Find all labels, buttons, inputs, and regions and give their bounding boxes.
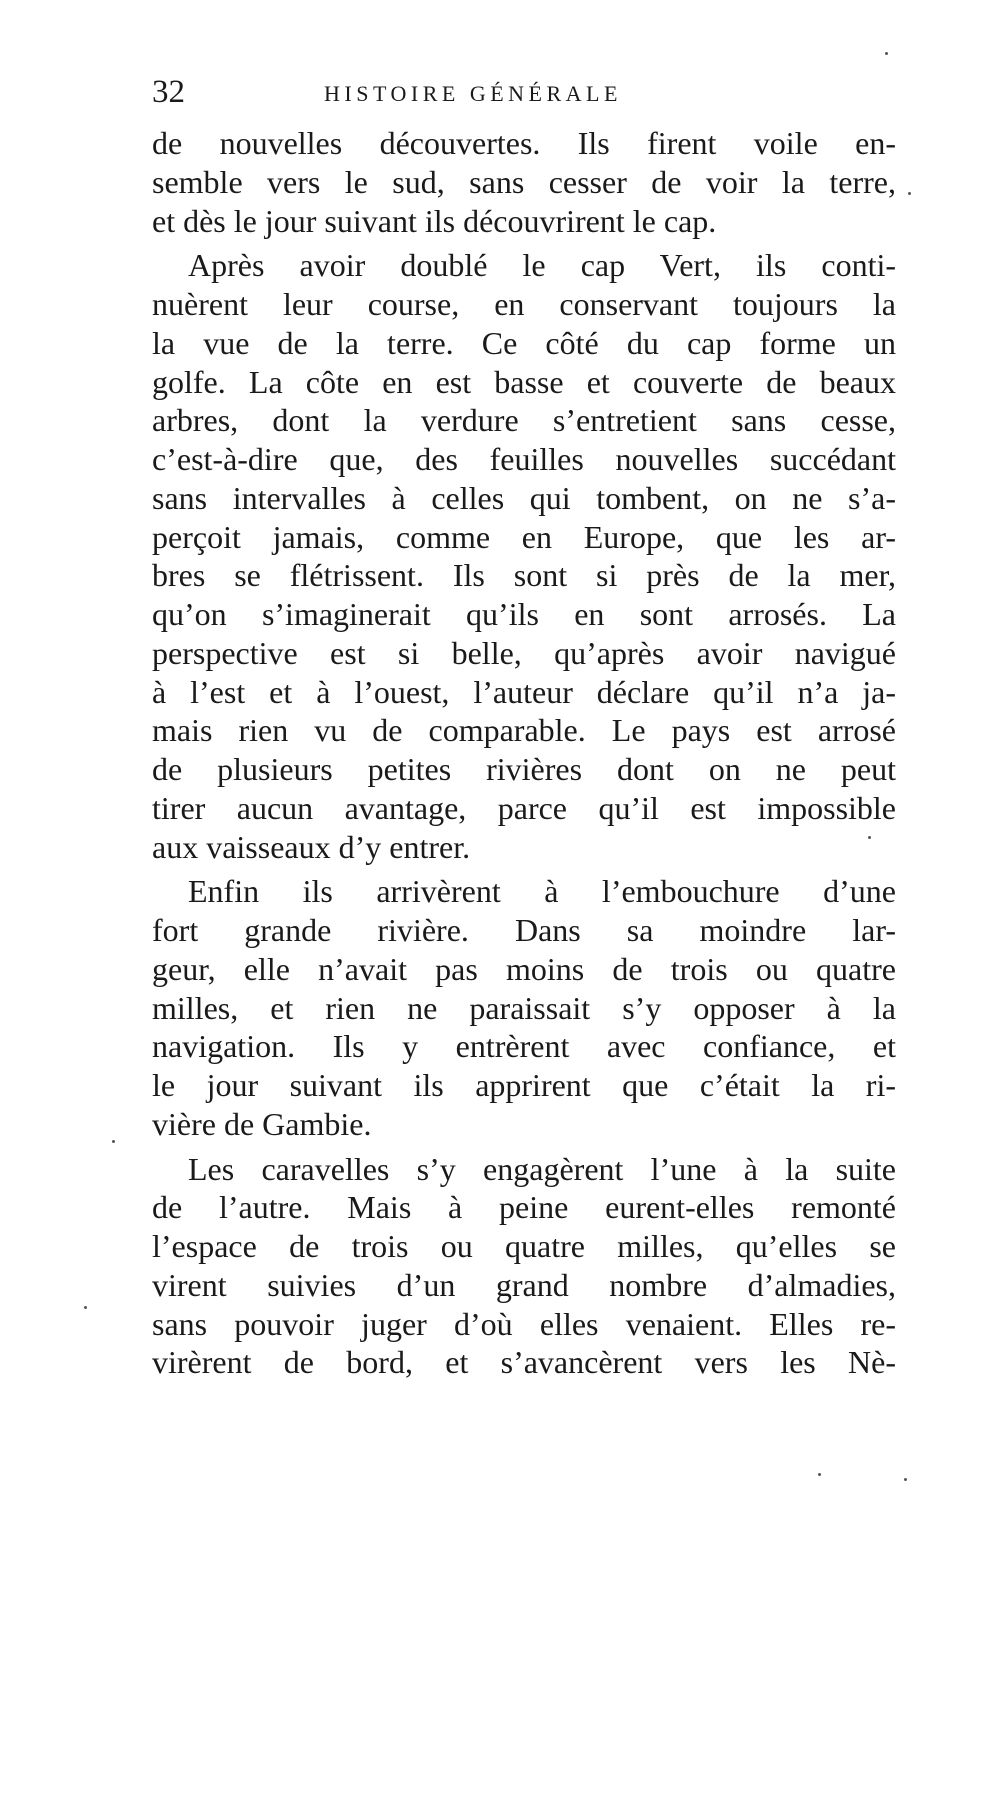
- text-line: sans pouvoir juger d’où elles venaient. Elles re-: [152, 1305, 896, 1342]
- paper-speck: [885, 52, 888, 55]
- text-line: vière de Gambie.: [152, 1105, 372, 1142]
- text-line: milles, et rien ne paraissait s’y opposer à la: [152, 989, 896, 1026]
- text-line: semble vers le sud, sans cesser de voir la terre,: [152, 163, 896, 200]
- paragraph: [152, 872, 896, 1143]
- text-line: perçoit jamais, comme en Europe, que les ar-: [152, 518, 896, 555]
- running-head: HISTOIRE GÉNÉRALE: [324, 81, 622, 106]
- paper-speck: [904, 1478, 907, 1481]
- text-line: Les caravelles s’y engagèrent l’une à la suite: [188, 1150, 896, 1187]
- page-number: 32: [152, 74, 185, 110]
- text-line: virèrent de bord, et s’avancèrent vers les Nè-: [152, 1344, 896, 1381]
- text-line: nuèrent leur course, en conservant toujours la: [152, 286, 896, 322]
- text-line: virent suivies d’un grand nombre d’almadies,: [152, 1266, 896, 1303]
- text-line: de plusieurs petites rivières dont on ne peut: [152, 751, 896, 787]
- paragraph: [152, 1150, 896, 1383]
- text-line: golfe. La côte en est basse et couverte de beaux: [152, 363, 896, 400]
- page-header: [152, 72, 892, 116]
- text-line: geur, elle n’avait pas moins de trois ou quatre: [152, 950, 896, 987]
- text-line: l’espace de trois ou quatre milles, qu’elles se: [152, 1228, 896, 1264]
- text-line: et dès le jour suivant ils découvrirent le cap.: [152, 202, 717, 239]
- text-line: c’est-à-dire que, des feuilles nouvelles succédant: [152, 441, 896, 477]
- text-line: la vue de la terre. Ce côté du cap forme un: [152, 324, 896, 361]
- paper-speck: [868, 836, 871, 839]
- text-line: de nouvelles découvertes. Ils firent voile en-: [152, 125, 896, 161]
- paper-speck: [112, 1140, 115, 1143]
- text-line: bres se flétrissent. Ils sont si près de la mer,: [152, 557, 896, 594]
- text-line: Enfin ils arrivèrent à l’embouchure d’une: [188, 873, 896, 910]
- body-text: [152, 124, 896, 1382]
- text-line: mais rien vu de comparable. Le pays est arrosé: [152, 712, 896, 749]
- paper-speck: [908, 192, 911, 195]
- text-line: tirer aucun avantage, parce qu’il est impossible: [152, 789, 896, 826]
- text-line: arbres, dont la verdure s’entretient sans cesse,: [152, 402, 896, 439]
- text-line: fort grande rivière. Dans sa moindre lar-: [152, 912, 896, 948]
- text-line: perspective est si belle, qu’après avoir navigué: [152, 634, 896, 671]
- paragraph: [152, 124, 896, 240]
- paper-speck: [84, 1306, 87, 1309]
- text-line: sans intervalles à celles qui tombent, on ne s’a-: [152, 479, 896, 516]
- text-line: Après avoir doublé le cap Vert, ils conti-: [188, 247, 896, 284]
- text-line: de l’autre. Mais à peine eurent-elles remonté: [152, 1189, 896, 1226]
- paragraph: [152, 246, 896, 866]
- text-line: à l’est et à l’ouest, l’auteur déclare qu’il n’a ja-: [152, 673, 896, 710]
- paper-speck: [818, 1473, 821, 1476]
- text-line: le jour suivant ils apprirent que c’était la ri-: [152, 1067, 896, 1103]
- text-line: navigation. Ils y entrèrent avec confiance, et: [152, 1028, 896, 1065]
- text-line: qu’on s’imaginerait qu’ils en sont arrosés. La: [152, 596, 896, 632]
- text-line: aux vaisseaux d’y entrer.: [152, 828, 471, 865]
